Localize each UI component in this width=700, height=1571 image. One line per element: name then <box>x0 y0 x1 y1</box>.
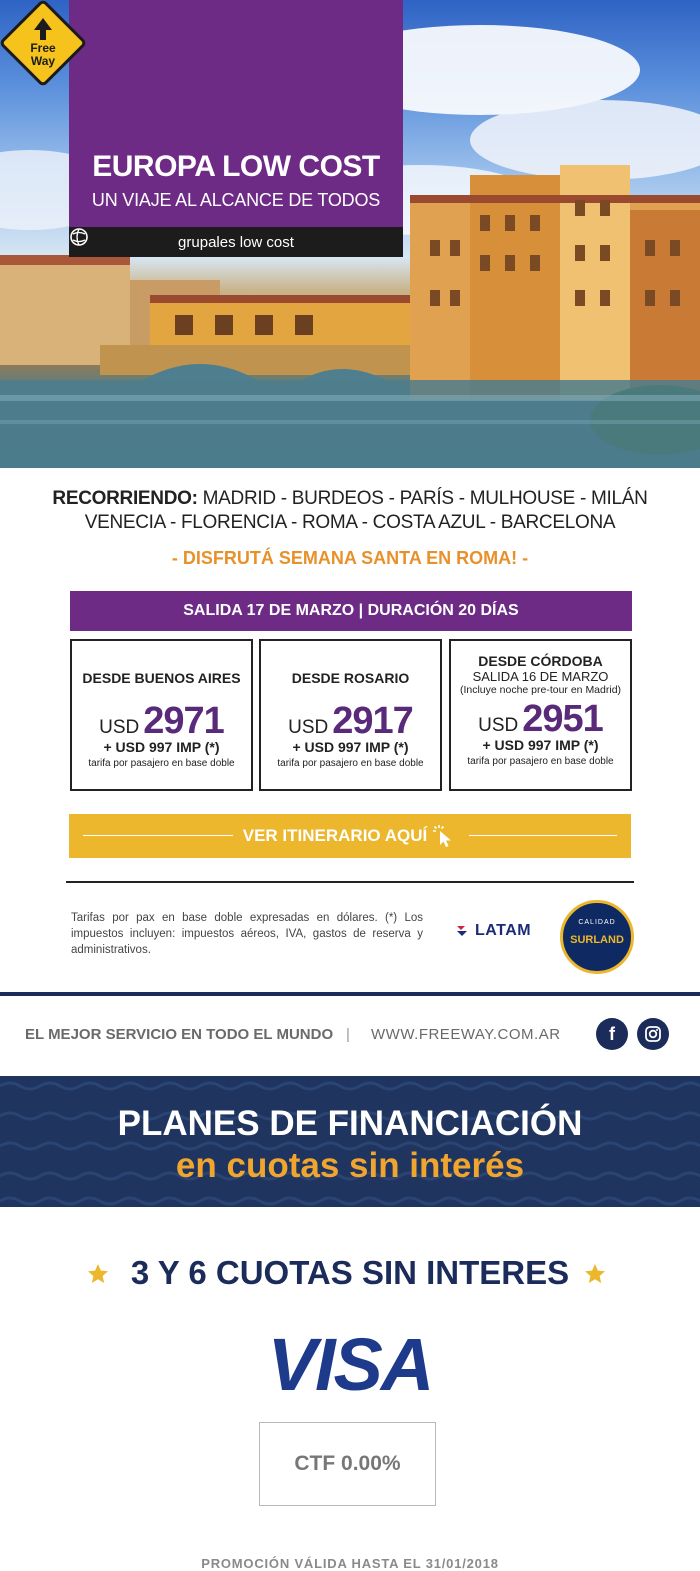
instagram-icon[interactable] <box>637 1018 669 1050</box>
promo-line: - DISFRUTÁ SEMANA SANTA EN ROMA! - <box>171 548 529 568</box>
price-currency: USD <box>288 717 329 738</box>
price-number: 2971 <box>143 700 224 742</box>
price-amount <box>261 700 440 743</box>
financing-subtitle: en cuotas sin interés <box>175 1146 525 1185</box>
latam-logo <box>455 922 531 940</box>
cta-left-line <box>83 835 233 836</box>
star-icon <box>584 1263 606 1285</box>
facebook-letter: f <box>609 1023 615 1044</box>
price-box-rosario <box>259 639 442 791</box>
airline-name: LATAM <box>475 922 532 939</box>
price-currency: USD <box>99 717 140 738</box>
latam-icon <box>455 923 471 939</box>
financing-banner <box>0 1076 700 1207</box>
price-number: 2917 <box>332 700 413 742</box>
price-taxes: + USD 997 IMP (*) <box>103 739 220 755</box>
cta-right-line <box>469 835 617 836</box>
hero-title: EUROPA LOW COST <box>92 150 380 183</box>
price-note: tarifa por pasajero en base doble <box>467 756 614 767</box>
price-extra-note: (Incluye noche pre-tour en Madrid) <box>459 684 622 696</box>
price-origin: DESDE ROSARIO <box>291 670 410 686</box>
itinerary-button[interactable] <box>69 814 631 858</box>
financing-title: PLANES DE FINANCIACIÓN <box>117 1104 583 1143</box>
price-note: tarifa por pasajero en base doble <box>88 758 235 769</box>
hero-banner <box>0 0 700 468</box>
free-way-sign-icon[interactable] <box>0 0 86 86</box>
strip-label: grupales low cost <box>178 233 294 251</box>
footer-row <box>0 1014 700 1058</box>
footer-slogan: EL MEJOR SERVICIO EN TODO EL MUNDO <box>25 1026 334 1043</box>
installments-title: 3 Y 6 CUOTAS SIN INTERES <box>130 1254 570 1291</box>
price-taxes: + USD 997 IMP (*) <box>292 739 409 755</box>
visa-logo: VISA <box>267 1323 433 1406</box>
price-origin: DESDE BUENOS AIRES <box>82 670 241 686</box>
badge-main: SURLAND <box>570 934 624 946</box>
footer-website[interactable]: WWW.FREEWAY.COM.AR <box>371 1026 561 1043</box>
cursor-click-icon <box>431 823 457 849</box>
cta-label: VER ITINERARIO AQUÍ <box>242 826 428 845</box>
section-divider <box>66 881 634 883</box>
route-cities-1: MADRID - BURDEOS - PARÍS - MULHOUSE - MILÁN <box>202 488 648 509</box>
globe-icon <box>69 227 89 247</box>
price-extra-date: SALIDA 16 DE MARZO <box>472 669 609 684</box>
route-line-1 <box>20 488 680 510</box>
price-amount <box>451 698 630 741</box>
logo-text-way: Way <box>30 54 56 68</box>
route-line-2: VENECIA - FLORENCIA - ROMA - COSTA AZUL - BARCELONA <box>84 512 616 533</box>
quality-badge <box>560 900 634 974</box>
badge-top: CALIDAD <box>578 919 616 926</box>
hero-subtitle: UN VIAJE AL ALCANCE DE TODOS <box>91 190 381 210</box>
price-note: tarifa por pasajero en base doble <box>277 758 424 769</box>
disclaimer: Tarifas por pax en base doble expresadas en dólares. (*) Los impuestos incluyen: impuestos aéreos, IVA, gastos de reserva y administrativos. <box>71 912 423 956</box>
price-taxes: + USD 997 IMP (*) <box>482 737 599 753</box>
ctf-box: CTF 0.00% <box>259 1422 436 1506</box>
price-currency: USD <box>478 715 519 736</box>
price-amount <box>72 700 251 743</box>
price-box-cordoba <box>449 639 632 791</box>
brand-strip <box>69 227 403 257</box>
route-label: RECORRIENDO: <box>52 488 198 509</box>
footer-divider <box>0 992 700 996</box>
price-origin: DESDE CÓRDOBA <box>478 653 603 669</box>
footer-separator: | <box>346 1026 350 1043</box>
departure-bar: SALIDA 17 DE MARZO | DURACIÓN 20 DÍAS <box>70 591 632 631</box>
logo-text-free: Free <box>30 41 56 55</box>
price-number: 2951 <box>522 698 603 740</box>
instagram-glyph <box>644 1025 662 1043</box>
facebook-icon[interactable] <box>596 1018 628 1050</box>
price-box-buenos-aires <box>70 639 253 791</box>
promo-validity: PROMOCIÓN VÁLIDA HASTA EL 31/01/2018 <box>201 1556 499 1571</box>
